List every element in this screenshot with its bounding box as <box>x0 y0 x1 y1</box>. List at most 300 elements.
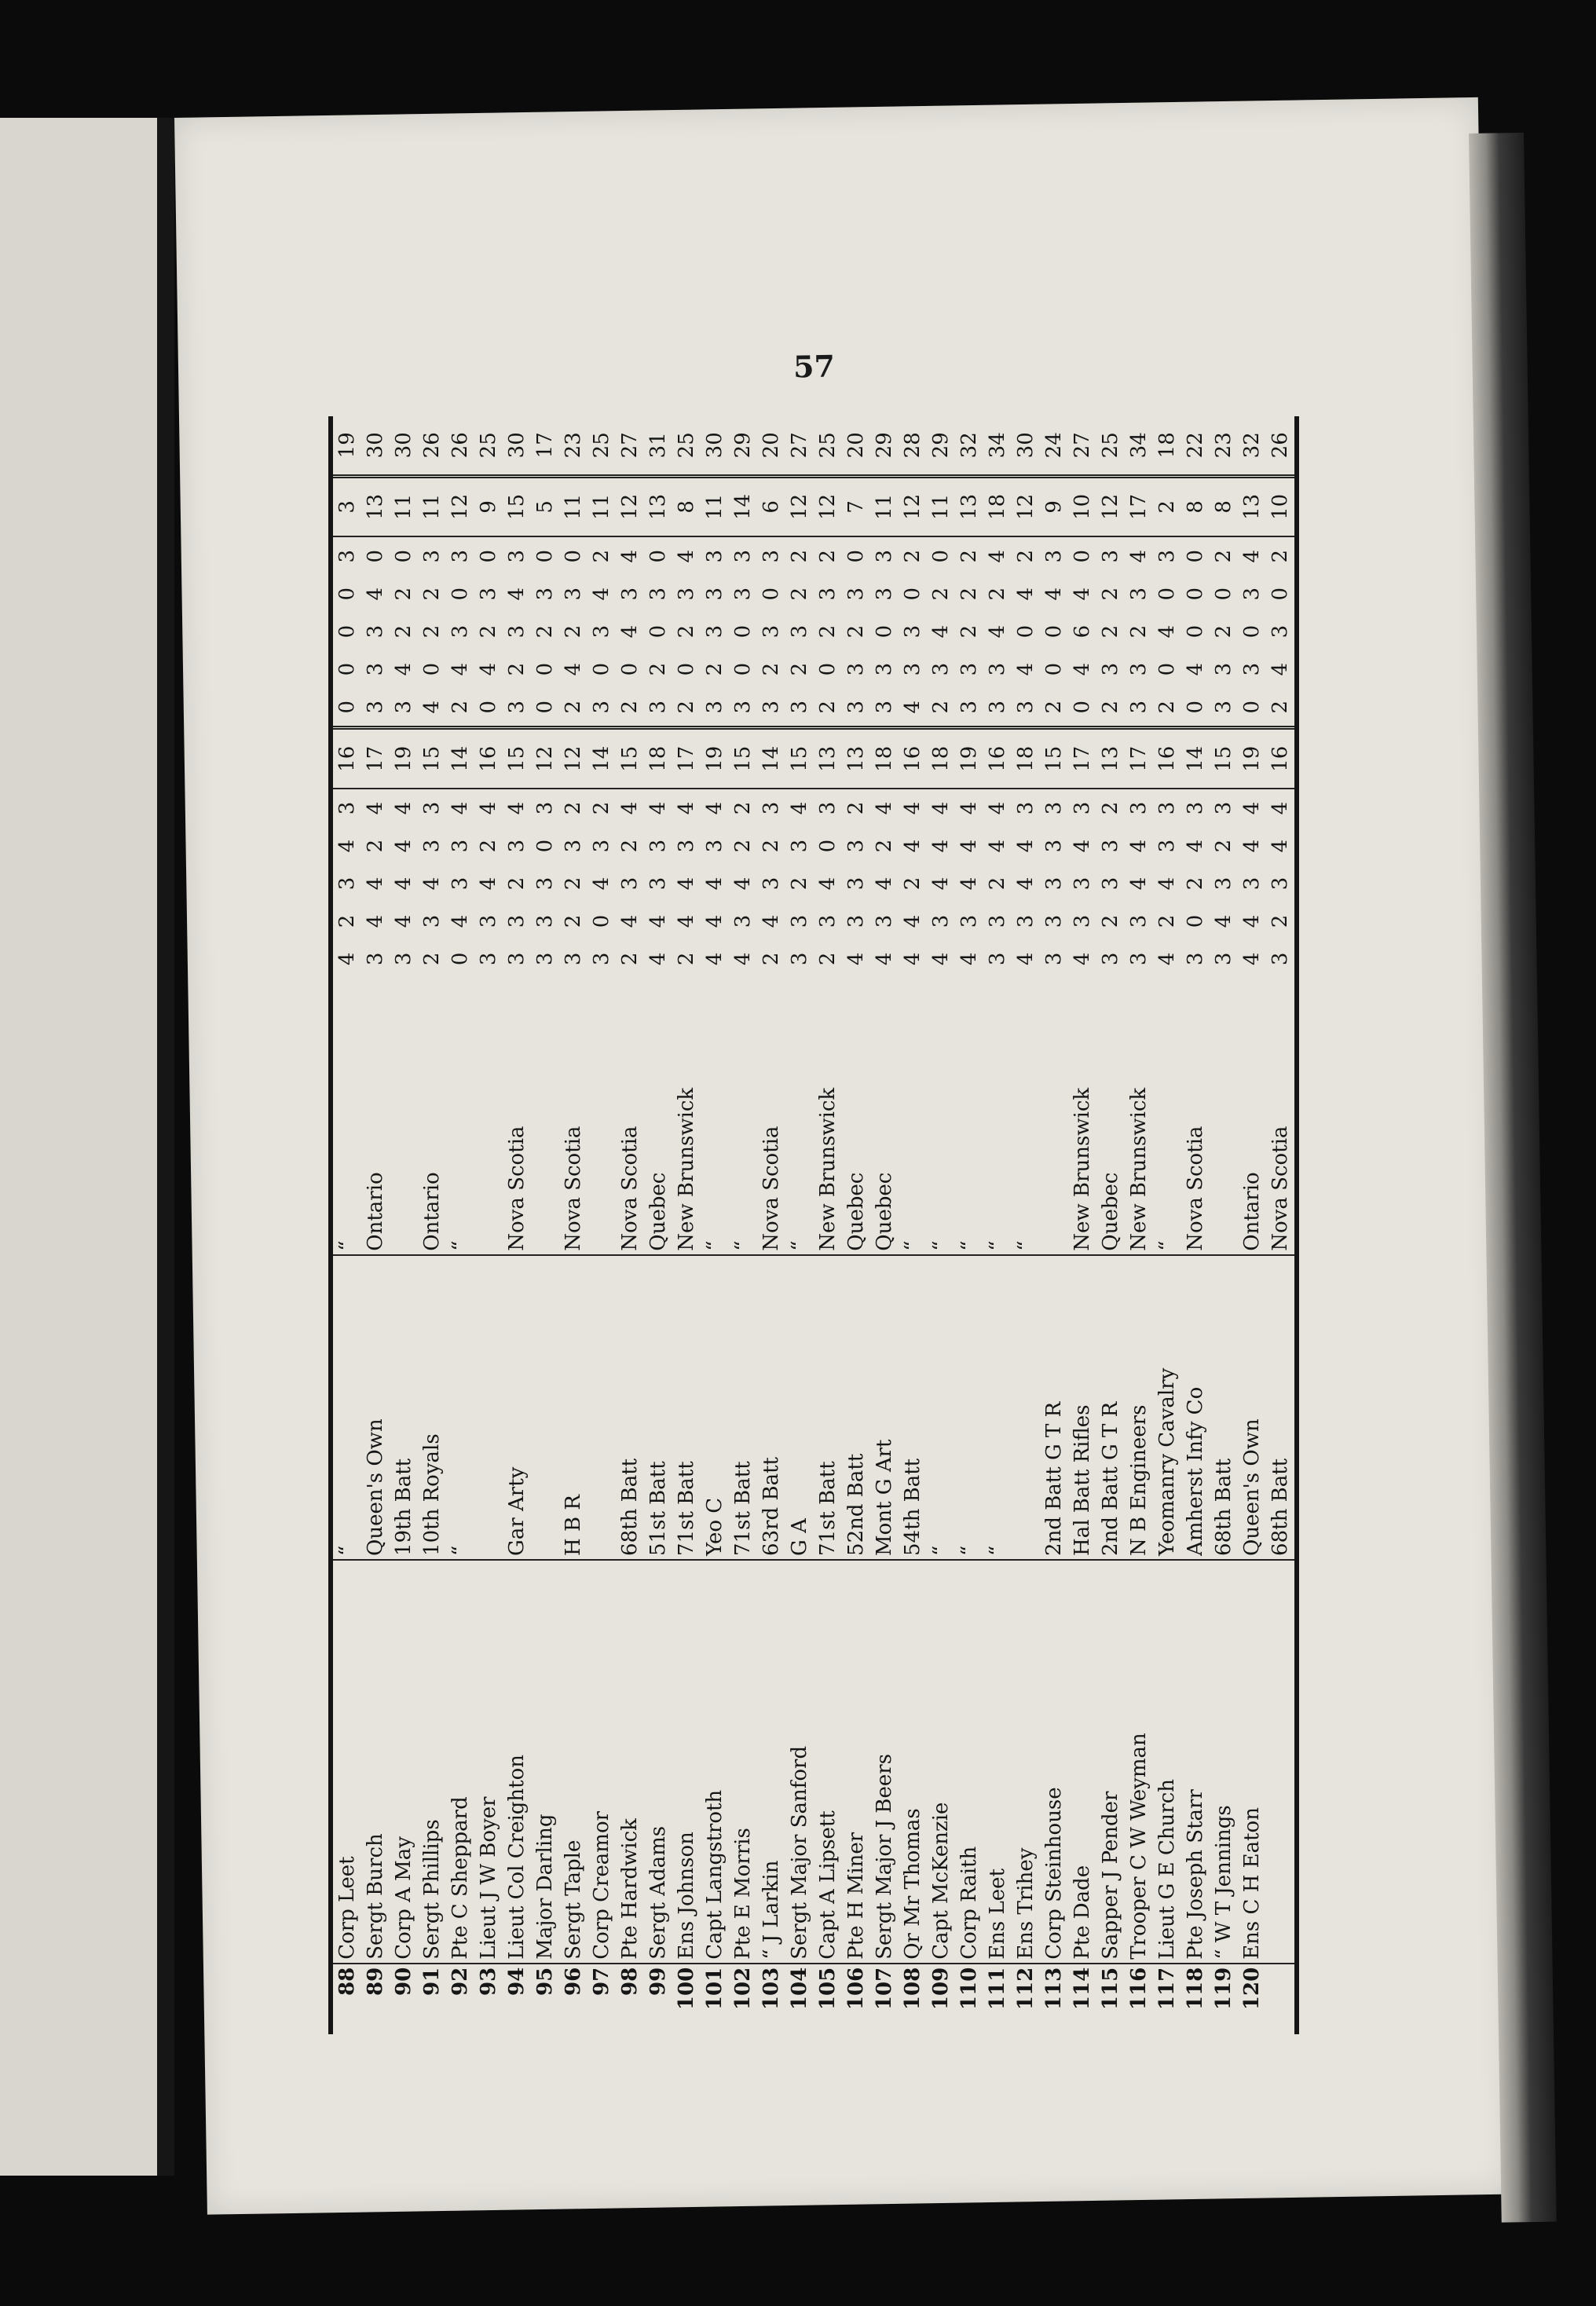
shot-score-first-range: 3 <box>1155 839 1179 853</box>
table-row <box>588 416 616 2034</box>
table-row <box>1153 416 1181 2034</box>
shot-score-second-range: 3 <box>646 700 670 714</box>
shot-score-first-range: 2 <box>420 952 444 966</box>
row-number: 101 <box>701 1964 729 2034</box>
second-range-total: 8 <box>672 476 701 536</box>
table-row <box>729 416 757 2034</box>
shot-score-second-range: 4 <box>986 549 1009 563</box>
table-row <box>503 416 531 2034</box>
shot-score-first-range: 4 <box>986 801 1009 815</box>
shot-score-second-range: 2 <box>1099 624 1122 639</box>
row-number: 99 <box>644 1964 672 2034</box>
shot-score-first-range: 4 <box>873 877 896 891</box>
shot-score-first-range: 4 <box>364 877 387 891</box>
shot-score-first-range: 4 <box>590 877 613 891</box>
second-range-total: 12 <box>1096 476 1125 536</box>
shot-score-first-range: 3 <box>1212 801 1235 815</box>
shot-score-first-range: 4 <box>335 839 359 853</box>
shot-score-second-range: 2 <box>1099 700 1122 714</box>
province-name: “ <box>785 978 814 1255</box>
second-range-total: 7 <box>842 476 870 536</box>
shot-score-second-range: 0 <box>1042 662 1066 676</box>
shot-score-first-range: 3 <box>1071 801 1094 815</box>
competitor-name: Sergt Taple <box>562 1839 585 1960</box>
row-number: 103 <box>757 1964 785 2034</box>
shot-score-first-range: 2 <box>590 801 613 815</box>
shot-score-first-range: 2 <box>562 914 585 928</box>
province-name: “ <box>983 978 1012 1255</box>
row-number: 90 <box>390 1964 418 2034</box>
shot-score-first-range: 3 <box>477 914 500 928</box>
shot-score-second-range: 3 <box>335 549 359 563</box>
corps-name: 71st Batt <box>814 1255 842 1560</box>
shot-score-first-range: 4 <box>1240 952 1264 966</box>
shot-score-second-range: 3 <box>364 700 387 714</box>
shot-score-second-range: 3 <box>760 624 783 639</box>
shot-score-second-range: 3 <box>646 587 670 601</box>
shot-score-first-range: 4 <box>901 801 924 815</box>
score-table <box>328 416 1299 2034</box>
shot-score-second-range: 4 <box>1155 624 1179 639</box>
shot-score-second-range: 2 <box>788 549 811 563</box>
grand-total: 27 <box>788 432 811 459</box>
row-number: 98 <box>616 1964 644 2034</box>
province-name: New Brunswick <box>1125 978 1153 1255</box>
shot-score-first-range: 3 <box>590 952 613 966</box>
shot-score-second-range: 3 <box>901 624 924 639</box>
shot-score-second-range: 0 <box>929 549 953 563</box>
province-name: “ <box>701 978 729 1255</box>
first-range-total: 17 <box>1068 728 1096 789</box>
competitor-name: Pte Hardwick <box>618 1818 642 1960</box>
shot-score-second-range: 2 <box>703 662 727 676</box>
shot-score-second-range: 2 <box>957 624 981 639</box>
shot-score-second-range: 2 <box>1127 624 1151 639</box>
grand-total: 31 <box>646 432 670 459</box>
first-range-total: 13 <box>842 728 870 789</box>
corps-name: 2nd Batt G T R <box>1096 1255 1125 1560</box>
shot-score-first-range: 2 <box>816 952 840 966</box>
shot-score-second-range: 4 <box>1240 549 1264 563</box>
first-range-total: 18 <box>1012 728 1040 789</box>
grand-total: 30 <box>505 432 529 459</box>
corps-name: Queen's Own <box>1238 1255 1266 1560</box>
table-row <box>1068 416 1096 2034</box>
shot-score-second-range: 0 <box>901 587 924 601</box>
corps-name: 10th Royals <box>418 1255 446 1560</box>
score-table-rotated <box>328 416 1292 2034</box>
shot-score-second-range: 2 <box>590 549 613 563</box>
shot-score-second-range: 2 <box>957 549 981 563</box>
shot-score-second-range: 3 <box>448 549 472 563</box>
shot-score-second-range: 2 <box>760 662 783 676</box>
corps-name: “ <box>331 1255 361 1560</box>
grand-total: 23 <box>1212 432 1235 459</box>
shot-score-first-range: 3 <box>533 801 557 815</box>
shot-score-second-range: 2 <box>1155 700 1179 714</box>
second-range-total: 12 <box>899 476 927 536</box>
row-number: 112 <box>1012 1964 1040 2034</box>
shot-score-first-range: 3 <box>788 952 811 966</box>
row-number: 88 <box>331 1964 361 2034</box>
shot-score-first-range: 4 <box>844 952 868 966</box>
grand-total: 26 <box>1268 432 1292 459</box>
competitor-name: Sergt Phillips <box>420 1819 444 1960</box>
shot-score-second-range: 2 <box>1212 549 1235 563</box>
shot-score-first-range: 4 <box>420 877 444 891</box>
shot-score-first-range: 3 <box>1042 952 1066 966</box>
shot-score-second-range: 3 <box>1240 662 1264 676</box>
shot-score-first-range: 3 <box>448 877 472 891</box>
first-range-total: 13 <box>1096 728 1125 789</box>
shot-score-first-range: 3 <box>590 839 613 853</box>
corps-name: “ <box>983 1255 1012 1560</box>
shot-score-second-range: 3 <box>448 624 472 639</box>
competitor-name: Capt Langstroth <box>703 1789 727 1960</box>
table-row <box>559 416 588 2034</box>
shot-score-first-range: 3 <box>957 914 981 928</box>
row-number: 119 <box>1210 1964 1238 2034</box>
shot-score-first-range: 4 <box>873 801 896 815</box>
second-range-total: 13 <box>955 476 983 536</box>
shot-score-first-range: 4 <box>392 839 415 853</box>
province-name: “ <box>955 978 983 1255</box>
shot-score-first-range: 3 <box>1212 952 1235 966</box>
shot-score-second-range: 3 <box>505 624 529 639</box>
shot-score-first-range: 4 <box>364 801 387 815</box>
shot-score-second-range: 3 <box>731 549 755 563</box>
corps-name: 52nd Batt <box>842 1255 870 1560</box>
shot-score-second-range: 0 <box>731 662 755 676</box>
row-number: 92 <box>446 1964 474 2034</box>
competitor-name: Ens Johnson <box>675 1832 698 1960</box>
shot-score-second-range: 2 <box>929 700 953 714</box>
province-name: Quebec <box>870 978 899 1255</box>
shot-score-second-range: 3 <box>1042 549 1066 563</box>
competitor-name: Sapper J Pender <box>1099 1791 1122 1960</box>
competitor-name: Pte Joseph Starr <box>1184 1789 1207 1960</box>
shot-score-first-range: 4 <box>1014 839 1038 853</box>
shot-score-second-range: 3 <box>788 700 811 714</box>
shot-score-first-range: 3 <box>420 914 444 928</box>
row-number: 111 <box>983 1964 1012 2034</box>
first-range-total: 15 <box>1210 728 1238 789</box>
shot-score-second-range: 0 <box>646 624 670 639</box>
table-row <box>644 416 672 2034</box>
shot-score-first-range: 4 <box>957 839 981 853</box>
shot-score-second-range: 3 <box>731 587 755 601</box>
shot-score-first-range: 4 <box>675 914 698 928</box>
row-number: 109 <box>927 1964 955 2034</box>
shot-score-second-range: 4 <box>392 662 415 676</box>
shot-score-second-range: 0 <box>364 549 387 563</box>
shot-score-first-range: 4 <box>646 914 670 928</box>
shot-score-first-range: 3 <box>1014 914 1038 928</box>
grand-total: 30 <box>1014 432 1038 459</box>
competitor-name: Lieut J W Boyer <box>477 1796 500 1960</box>
shot-score-first-range: 3 <box>788 839 811 853</box>
shot-score-second-range: 0 <box>562 549 585 563</box>
table-row <box>331 416 361 2034</box>
corps-name: 71st Batt <box>729 1255 757 1560</box>
first-range-total: 19 <box>1238 728 1266 789</box>
shot-score-second-range: 0 <box>675 662 698 676</box>
first-range-total: 16 <box>899 728 927 789</box>
shot-score-first-range: 4 <box>731 952 755 966</box>
shot-score-first-range: 4 <box>703 877 727 891</box>
corps-name: G A <box>785 1255 814 1560</box>
first-range-total: 16 <box>1266 728 1297 789</box>
shot-score-first-range: 2 <box>1099 914 1122 928</box>
shot-score-second-range: 2 <box>448 700 472 714</box>
shot-score-first-range: 3 <box>1212 877 1235 891</box>
shot-score-first-range: 2 <box>335 914 359 928</box>
grand-total: 30 <box>703 432 727 459</box>
province-name: “ <box>927 978 955 1255</box>
grand-total: 26 <box>448 432 472 459</box>
shot-score-first-range: 2 <box>1155 914 1179 928</box>
shot-score-second-range: 3 <box>788 624 811 639</box>
row-number: 100 <box>672 1964 701 2034</box>
shot-score-first-range: 4 <box>816 877 840 891</box>
shot-score-first-range: 4 <box>901 839 924 853</box>
row-number: 102 <box>729 1964 757 2034</box>
row-number: 95 <box>531 1964 559 2034</box>
row-number: 94 <box>503 1964 531 2034</box>
grand-total: 27 <box>618 432 642 459</box>
shot-score-second-range: 3 <box>505 549 529 563</box>
shot-score-second-range: 0 <box>448 587 472 601</box>
shot-score-second-range: 2 <box>986 587 1009 601</box>
first-range-total: 15 <box>785 728 814 789</box>
shot-score-first-range: 3 <box>505 952 529 966</box>
grand-total: 20 <box>844 432 868 459</box>
corps-name: H B R <box>559 1255 588 1560</box>
table-row <box>672 416 701 2034</box>
row-number: 113 <box>1040 1964 1068 2034</box>
table-row <box>757 416 785 2034</box>
grand-total: 28 <box>901 432 924 459</box>
shot-score-second-range: 3 <box>420 549 444 563</box>
first-range-total: 19 <box>701 728 729 789</box>
table-row <box>531 416 559 2034</box>
shot-score-second-range: 3 <box>873 662 896 676</box>
first-range-total: 16 <box>331 728 361 789</box>
shot-score-second-range: 4 <box>505 587 529 601</box>
table-row <box>446 416 474 2034</box>
shot-score-second-range: 0 <box>1042 624 1066 639</box>
shot-score-second-range: 4 <box>448 662 472 676</box>
shot-score-first-range: 3 <box>646 877 670 891</box>
shot-score-first-range: 2 <box>675 952 698 966</box>
shot-score-second-range: 3 <box>760 700 783 714</box>
grand-total: 25 <box>590 432 613 459</box>
shot-score-first-range: 3 <box>986 952 1009 966</box>
corps-name: 19th Batt <box>390 1255 418 1560</box>
shot-score-second-range: 2 <box>929 587 953 601</box>
second-range-total: 11 <box>701 476 729 536</box>
province-name <box>1040 978 1068 1255</box>
shot-score-first-range: 3 <box>562 839 585 853</box>
shot-score-second-range: 3 <box>1212 700 1235 714</box>
shot-score-second-range: 4 <box>1071 587 1094 601</box>
second-range-total: 12 <box>785 476 814 536</box>
corps-name: 63rd Batt <box>757 1255 785 1560</box>
province-name: “ <box>446 978 474 1255</box>
grand-total: 29 <box>929 432 953 459</box>
shot-score-first-range: 4 <box>760 914 783 928</box>
province-name: Quebec <box>644 978 672 1255</box>
shot-score-first-range: 2 <box>760 839 783 853</box>
competitor-name: Corp Steinhouse <box>1042 1787 1066 1960</box>
shot-score-second-range: 2 <box>562 700 585 714</box>
shot-score-first-range: 0 <box>448 952 472 966</box>
grand-total: 32 <box>957 432 981 459</box>
competitor-name: Sergt Burch <box>364 1833 387 1960</box>
shot-score-first-range: 3 <box>505 914 529 928</box>
shot-score-first-range: 3 <box>816 914 840 928</box>
second-range-total: 11 <box>588 476 616 536</box>
shot-score-second-range: 2 <box>646 662 670 676</box>
row-number: 89 <box>361 1964 390 2034</box>
table-row <box>1266 416 1297 2034</box>
shot-score-first-range: 4 <box>1268 839 1292 853</box>
shot-score-first-range: 3 <box>392 952 415 966</box>
corps-name <box>531 1255 559 1560</box>
first-range-total: 15 <box>729 728 757 789</box>
grand-total: 29 <box>873 432 896 459</box>
first-range-total: 16 <box>474 728 503 789</box>
shot-score-second-range: 4 <box>364 587 387 601</box>
shot-score-first-range: 3 <box>1071 877 1094 891</box>
shot-score-second-range: 3 <box>364 662 387 676</box>
shot-score-second-range: 3 <box>703 587 727 601</box>
shot-score-first-range: 4 <box>957 952 981 966</box>
shot-score-first-range: 4 <box>1127 877 1151 891</box>
corps-name: 51st Batt <box>644 1255 672 1560</box>
shot-score-first-range: 3 <box>788 914 811 928</box>
province-name <box>390 978 418 1255</box>
competitor-name: Corp Creamor <box>590 1810 613 1960</box>
province-name: “ <box>331 978 361 1255</box>
shot-score-second-range: 2 <box>675 624 698 639</box>
shot-score-first-range: 2 <box>1184 877 1207 891</box>
shot-score-first-range: 2 <box>844 801 868 815</box>
province-name: New Brunswick <box>814 978 842 1255</box>
shot-score-second-range: 3 <box>873 700 896 714</box>
shot-score-second-range: 3 <box>1240 587 1264 601</box>
shot-score-first-range: 2 <box>1212 839 1235 853</box>
shot-score-first-range: 2 <box>477 839 500 853</box>
shot-score-second-range: 0 <box>533 700 557 714</box>
shot-score-second-range: 2 <box>675 700 698 714</box>
corps-name <box>588 1255 616 1560</box>
shot-score-first-range: 3 <box>760 801 783 815</box>
shot-score-second-range: 2 <box>562 624 585 639</box>
shot-score-first-range: 4 <box>957 877 981 891</box>
row-number: 120 <box>1238 1964 1266 2034</box>
shot-score-second-range: 0 <box>1155 662 1179 676</box>
province-name <box>588 978 616 1255</box>
second-range-total: 6 <box>757 476 785 536</box>
shot-score-first-range: 4 <box>1014 877 1038 891</box>
row-number: 116 <box>1125 1964 1153 2034</box>
shot-score-first-range: 4 <box>335 952 359 966</box>
row-number: 110 <box>955 1964 983 2034</box>
shot-score-second-range: 2 <box>1268 549 1292 563</box>
shot-score-second-range: 3 <box>703 624 727 639</box>
second-range-total: 9 <box>474 476 503 536</box>
first-range-total: 17 <box>1125 728 1153 789</box>
shot-score-first-range: 4 <box>1212 914 1235 928</box>
competitor-name <box>1266 1560 1297 1964</box>
shot-score-second-range: 0 <box>1014 624 1038 639</box>
shot-score-second-range: 3 <box>1014 700 1038 714</box>
shot-score-second-range: 3 <box>901 662 924 676</box>
second-range-total: 15 <box>503 476 531 536</box>
corps-name: “ <box>955 1255 983 1560</box>
shot-score-first-range: 3 <box>816 801 840 815</box>
competitor-name: “ W T Jennings <box>1212 1805 1235 1960</box>
shot-score-first-range: 3 <box>844 839 868 853</box>
shot-score-first-range: 3 <box>1268 877 1292 891</box>
second-range-total: 8 <box>1181 476 1210 536</box>
province-name: New Brunswick <box>1068 978 1096 1255</box>
first-range-total: 18 <box>644 728 672 789</box>
shot-score-first-range: 3 <box>1014 801 1038 815</box>
competitor-name: Ens Trihey <box>1014 1847 1038 1960</box>
shot-score-first-range: 3 <box>420 801 444 815</box>
shot-score-second-range: 2 <box>420 587 444 601</box>
row-number: 115 <box>1096 1964 1125 2034</box>
row-number: 106 <box>842 1964 870 2034</box>
shot-score-first-range: 3 <box>1127 952 1151 966</box>
grand-total: 20 <box>760 432 783 459</box>
competitor-name: Sergt Major J Beers <box>873 1753 896 1960</box>
shot-score-second-range: 4 <box>929 624 953 639</box>
first-range-total: 14 <box>757 728 785 789</box>
shot-score-second-range: 4 <box>618 624 642 639</box>
corps-name: 71st Batt <box>672 1255 701 1560</box>
shot-score-second-range: 0 <box>1184 624 1207 639</box>
shot-score-second-range: 0 <box>1268 587 1292 601</box>
grand-total: 29 <box>731 432 755 459</box>
competitor-name: Major Darling <box>533 1814 557 1960</box>
shot-score-second-range: 2 <box>392 624 415 639</box>
shot-score-second-range: 0 <box>533 549 557 563</box>
table-row <box>361 416 390 2034</box>
shot-score-second-range: 4 <box>420 700 444 714</box>
shot-score-second-range: 3 <box>618 587 642 601</box>
table-row <box>474 416 503 2034</box>
corps-name: 68th Batt <box>616 1255 644 1560</box>
shot-score-first-range: 3 <box>448 839 472 853</box>
first-range-total: 18 <box>927 728 955 789</box>
row-number: 104 <box>785 1964 814 2034</box>
shot-score-second-range: 2 <box>816 624 840 639</box>
corps-name: “ <box>446 1255 474 1560</box>
second-range-total: 14 <box>729 476 757 536</box>
shot-score-first-range: 4 <box>1155 877 1179 891</box>
competitor-name: Corp A May <box>392 1836 415 1960</box>
first-range-total: 12 <box>559 728 588 789</box>
shot-score-first-range: 0 <box>590 914 613 928</box>
shot-score-second-range: 2 <box>1268 700 1292 714</box>
shot-score-second-range: 3 <box>929 662 953 676</box>
table-row <box>1210 416 1238 2034</box>
second-range-total: 18 <box>983 476 1012 536</box>
row-number <box>1266 1964 1297 2034</box>
